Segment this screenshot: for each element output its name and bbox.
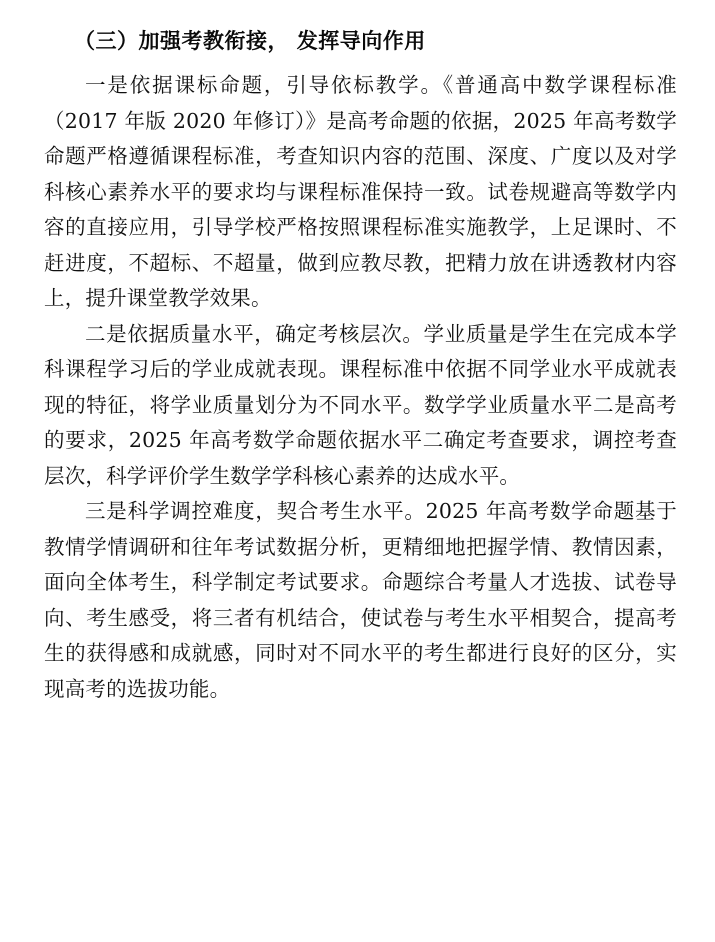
section-heading: （三）加强考教衔接， 发挥导向作用	[74, 29, 426, 53]
paragraph-1: 一是依据课标命题，引导依标教学。《普通高中数学课程标准（2017 年版 2020 年修订）》是高考命题的依据，2025 年高考数学命题严格遵循课程标准，考查知识内容的范围、深度、广度以及对学科核心素养水平的要求均与课程标准保持一致。试卷规避高等数学内容的直接应用，引导学校严格按照课程标准实施教学，上足课时、不赶进度，不超标、不超量，做到应教尽教，把精力放在讲透教材内容上，提升课堂教学效果。	[44, 73, 677, 310]
paragraph-2: 二是依据质量水平，确定考核层次。学业质量是学生在完成本学科课程学习后的学业成就表现。课程标准中依据不同学业水平成就表现的特征，将学业质量划分为不同水平。数学学业质量水平二是高考的要求，2025 年高考数学命题依据水平二确定考查要求，调控考查层次，科学评价学生数学学科核心素养的达成水平。	[44, 321, 677, 488]
paragraph-3: 三是科学调控难度，契合考生水平。2025 年高考数学命题基于教情学情调研和往年考试数据分析，更精细地把握学情、教情因素，面向全体考生，科学制定考试要求。命题综合考量人才选拔、试卷导向、考生感受，将三者有机结合，使试卷与考生水平相契合，提高考生的获得感和成就感，同时对不同水平的考生都进行良好的区分，实现高考的选拔功能。	[44, 499, 677, 701]
